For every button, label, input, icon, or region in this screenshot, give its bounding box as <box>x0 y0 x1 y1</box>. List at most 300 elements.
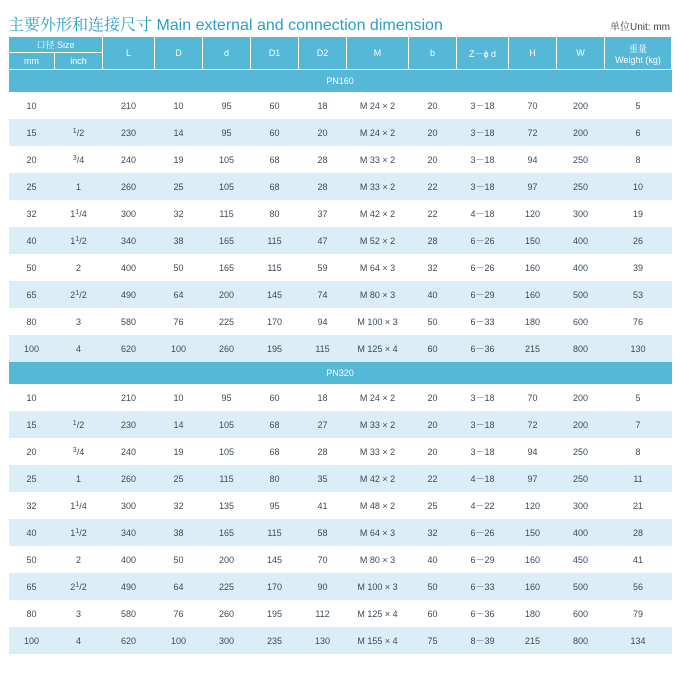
col-header-H: H <box>509 37 557 70</box>
cell-w: 250 <box>557 465 605 492</box>
weight-header-en: Weight (kg) <box>615 54 661 65</box>
cell-mm: 40 <box>9 519 55 546</box>
cell-d1: 68 <box>251 173 299 200</box>
cell-weight: 53 <box>605 281 672 308</box>
cell-b: 60 <box>409 335 457 362</box>
cell-d2: 27 <box>299 411 347 438</box>
cell-h: 94 <box>509 146 557 173</box>
col-header-d: d <box>203 37 251 70</box>
cell-d2: 35 <box>299 465 347 492</box>
cell-z: 6－36 <box>457 600 509 627</box>
inch-value <box>70 236 86 246</box>
cell-d1: 170 <box>251 308 299 335</box>
cell-m: M 33 × 2 <box>347 173 409 200</box>
table-row <box>9 92 672 119</box>
cell-h: 70 <box>509 92 557 119</box>
cell-z: 6－29 <box>457 281 509 308</box>
cell-inch <box>55 254 103 281</box>
cell-inch <box>55 92 103 119</box>
cell-z: 3－18 <box>457 92 509 119</box>
cell-l: 620 <box>103 627 155 654</box>
cell-b: 32 <box>409 254 457 281</box>
inch-value <box>76 344 81 354</box>
cell-d: 64 <box>155 281 203 308</box>
table-row <box>9 546 672 573</box>
cell-h: 150 <box>509 227 557 254</box>
inch-value <box>73 155 84 165</box>
cell-w: 250 <box>557 146 605 173</box>
cell-mm: 65 <box>9 281 55 308</box>
cell-inch <box>55 627 103 654</box>
cell-l: 230 <box>103 119 155 146</box>
inch-value <box>76 636 81 646</box>
table-row <box>9 119 672 146</box>
cell-weight: 39 <box>605 254 672 281</box>
cell-d2: 59 <box>299 254 347 281</box>
cell-d: 10 <box>155 384 203 411</box>
cell-d1: 145 <box>251 281 299 308</box>
cell-m: M 125 × 4 <box>347 335 409 362</box>
cell-l: 210 <box>103 384 155 411</box>
cell-d: 50 <box>155 546 203 573</box>
inch-whole: 2 <box>76 262 82 273</box>
table-row <box>9 173 672 200</box>
cell-d: 25 <box>155 173 203 200</box>
cell-h: 97 <box>509 465 557 492</box>
table-row <box>9 308 672 335</box>
cell-w: 800 <box>557 335 605 362</box>
cell-d: 115 <box>203 465 251 492</box>
cell-b: 20 <box>409 146 457 173</box>
inch-whole: 3 <box>76 608 82 619</box>
cell-w: 400 <box>557 227 605 254</box>
cell-w: 600 <box>557 600 605 627</box>
cell-inch <box>55 281 103 308</box>
cell-mm: 25 <box>9 173 55 200</box>
cell-l: 400 <box>103 546 155 573</box>
cell-d1: 115 <box>251 254 299 281</box>
section-header-row <box>9 362 672 384</box>
cell-mm: 20 <box>9 438 55 465</box>
cell-d2: 115 <box>299 335 347 362</box>
cell-m: M 80 × 3 <box>347 281 409 308</box>
section-label: PN160 <box>9 70 672 93</box>
cell-weight: 7 <box>605 411 672 438</box>
col-header-D1: D1 <box>251 37 299 70</box>
cell-m: M 48 × 2 <box>347 492 409 519</box>
cell-mm: 80 <box>9 308 55 335</box>
inch-whole: 1 <box>76 473 82 484</box>
cell-inch <box>55 227 103 254</box>
inch-denominator: /2 <box>79 581 87 592</box>
inch-numerator: 1 <box>75 527 80 535</box>
cell-w: 500 <box>557 573 605 600</box>
cell-z: 6－33 <box>457 308 509 335</box>
cell-z: 4－18 <box>457 200 509 227</box>
cell-mm: 40 <box>9 227 55 254</box>
size-header: 口径 Size <box>9 37 103 53</box>
page-title: 主要外形和连接尺寸 Main external and connection dimension <box>8 17 443 34</box>
cell-d1: 195 <box>251 335 299 362</box>
cell-d: 14 <box>155 119 203 146</box>
cell-b: 60 <box>409 600 457 627</box>
cell-d: 300 <box>203 627 251 654</box>
cell-h: 72 <box>509 411 557 438</box>
cell-weight: 11 <box>605 465 672 492</box>
cell-d: 32 <box>155 200 203 227</box>
cell-h: 150 <box>509 519 557 546</box>
cell-mm: 10 <box>9 384 55 411</box>
cell-d: 165 <box>203 254 251 281</box>
inch-denominator: /4 <box>76 154 85 165</box>
inch-numerator: 3 <box>72 154 77 162</box>
cell-h: 160 <box>509 254 557 281</box>
cell-d: 95 <box>203 384 251 411</box>
cell-h: 94 <box>509 438 557 465</box>
cell-d1: 60 <box>251 119 299 146</box>
inch-numerator: 1 <box>72 127 77 135</box>
inch-whole: 1 <box>70 500 76 511</box>
cell-mm: 50 <box>9 254 55 281</box>
cell-inch <box>55 546 103 573</box>
inch-value <box>73 447 84 457</box>
cell-h: 120 <box>509 492 557 519</box>
table-row <box>9 573 672 600</box>
cell-d1: 60 <box>251 92 299 119</box>
col-header-b: b <box>409 37 457 70</box>
cell-b: 22 <box>409 173 457 200</box>
inch-denominator: /4 <box>79 500 87 511</box>
cell-w: 200 <box>557 92 605 119</box>
cell-w: 600 <box>557 308 605 335</box>
cell-d2: 74 <box>299 281 347 308</box>
cell-d: 19 <box>155 146 203 173</box>
cell-d2: 41 <box>299 492 347 519</box>
table-row <box>9 254 672 281</box>
cell-d2: 58 <box>299 519 347 546</box>
cell-inch <box>55 465 103 492</box>
cell-d: 135 <box>203 492 251 519</box>
cell-m: M 80 × 3 <box>347 546 409 573</box>
cell-mm: 50 <box>9 546 55 573</box>
table-row <box>9 281 672 308</box>
cell-weight: 28 <box>605 519 672 546</box>
inch-denominator: /2 <box>76 127 85 138</box>
inch-denominator: /2 <box>76 419 85 430</box>
cell-d2: 37 <box>299 200 347 227</box>
cell-z: 6－29 <box>457 546 509 573</box>
cell-weight: 56 <box>605 573 672 600</box>
cell-inch <box>55 519 103 546</box>
cell-d2: 94 <box>299 308 347 335</box>
cell-m: M 42 × 2 <box>347 200 409 227</box>
cell-w: 200 <box>557 384 605 411</box>
inch-numerator: 1 <box>75 581 80 589</box>
cell-d: 14 <box>155 411 203 438</box>
cell-z: 6－26 <box>457 254 509 281</box>
inch-value <box>70 290 86 300</box>
cell-m: M 24 × 2 <box>347 92 409 119</box>
cell-d: 100 <box>155 335 203 362</box>
section-label: PN320 <box>9 362 672 384</box>
cell-z: 6－26 <box>457 227 509 254</box>
cell-d1: 115 <box>251 227 299 254</box>
table-row <box>9 146 672 173</box>
cell-d1: 60 <box>251 384 299 411</box>
table-row <box>9 411 672 438</box>
cell-m: M 42 × 2 <box>347 465 409 492</box>
inch-whole: 2 <box>76 554 82 565</box>
col-header-weight <box>605 37 672 70</box>
cell-d: 38 <box>155 519 203 546</box>
cell-m: M 24 × 2 <box>347 384 409 411</box>
cell-w: 800 <box>557 627 605 654</box>
table-row <box>9 492 672 519</box>
cell-weight: 26 <box>605 227 672 254</box>
cell-z: 6－36 <box>457 335 509 362</box>
cell-inch <box>55 146 103 173</box>
cell-mm: 25 <box>9 465 55 492</box>
cell-l: 230 <box>103 411 155 438</box>
cell-m: M 100 × 3 <box>347 308 409 335</box>
cell-d: 76 <box>155 308 203 335</box>
inch-whole: 4 <box>76 343 82 354</box>
table-row <box>9 600 672 627</box>
inch-numerator: 1 <box>75 235 80 243</box>
cell-inch <box>55 173 103 200</box>
cell-mm: 80 <box>9 600 55 627</box>
cell-d2: 130 <box>299 627 347 654</box>
cell-d: 105 <box>203 173 251 200</box>
cell-m: M 33 × 2 <box>347 438 409 465</box>
inch-whole: 1 <box>76 181 82 192</box>
cell-l: 340 <box>103 227 155 254</box>
col-header-D: D <box>155 37 203 70</box>
inch-value <box>70 501 86 511</box>
inch-denominator: /2 <box>79 527 87 538</box>
cell-m: M 33 × 2 <box>347 146 409 173</box>
cell-z: 3－18 <box>457 411 509 438</box>
section-header-row <box>9 70 672 93</box>
cell-w: 250 <box>557 173 605 200</box>
cell-z: 6－26 <box>457 519 509 546</box>
cell-w: 500 <box>557 281 605 308</box>
cell-weight: 130 <box>605 335 672 362</box>
cell-w: 400 <box>557 254 605 281</box>
cell-m: M 155 × 4 <box>347 627 409 654</box>
cell-inch <box>55 335 103 362</box>
cell-z: 4－18 <box>457 465 509 492</box>
inch-value <box>70 582 86 592</box>
cell-d: 165 <box>203 519 251 546</box>
cell-d: 165 <box>203 227 251 254</box>
cell-b: 40 <box>409 281 457 308</box>
inch-whole: 1 <box>70 235 76 246</box>
cell-h: 215 <box>509 627 557 654</box>
cell-d: 38 <box>155 227 203 254</box>
cell-d2: 20 <box>299 119 347 146</box>
cell-m: M 52 × 2 <box>347 227 409 254</box>
cell-mm: 100 <box>9 627 55 654</box>
cell-weight: 41 <box>605 546 672 573</box>
cell-weight: 134 <box>605 627 672 654</box>
col-header-mm: mm <box>9 53 55 70</box>
dimension-table <box>8 36 672 654</box>
table-row <box>9 465 672 492</box>
cell-w: 400 <box>557 519 605 546</box>
cell-mm: 32 <box>9 492 55 519</box>
cell-z: 3－18 <box>457 119 509 146</box>
table-row <box>9 200 672 227</box>
cell-d2: 70 <box>299 546 347 573</box>
cell-weight: 21 <box>605 492 672 519</box>
cell-d: 95 <box>203 92 251 119</box>
cell-weight: 76 <box>605 308 672 335</box>
cell-h: 97 <box>509 173 557 200</box>
cell-d: 105 <box>203 146 251 173</box>
cell-d1: 115 <box>251 519 299 546</box>
cell-d1: 235 <box>251 627 299 654</box>
inch-numerator: 1 <box>75 208 80 216</box>
col-header-W: W <box>557 37 605 70</box>
cell-h: 72 <box>509 119 557 146</box>
cell-b: 20 <box>409 384 457 411</box>
cell-d2: 90 <box>299 573 347 600</box>
cell-z: 3－18 <box>457 146 509 173</box>
cell-inch <box>55 600 103 627</box>
cell-weight: 19 <box>605 200 672 227</box>
cell-d: 115 <box>203 200 251 227</box>
inch-value <box>76 609 81 619</box>
cell-l: 260 <box>103 465 155 492</box>
cell-h: 160 <box>509 573 557 600</box>
table-row <box>9 519 672 546</box>
cell-d: 105 <box>203 411 251 438</box>
cell-h: 160 <box>509 281 557 308</box>
inch-value <box>76 555 81 565</box>
col-header-L: L <box>103 37 155 70</box>
cell-d2: 28 <box>299 438 347 465</box>
cell-d: 200 <box>203 281 251 308</box>
cell-mm: 10 <box>9 92 55 119</box>
cell-h: 70 <box>509 384 557 411</box>
cell-mm: 15 <box>9 411 55 438</box>
cell-d: 225 <box>203 308 251 335</box>
cell-b: 22 <box>409 200 457 227</box>
table-row <box>9 335 672 362</box>
inch-whole: 1 <box>70 208 76 219</box>
table-row <box>9 227 672 254</box>
cell-w: 250 <box>557 438 605 465</box>
col-header-z-phi-d: Z－ϕ d <box>457 37 509 70</box>
cell-inch <box>55 308 103 335</box>
cell-m: M 33 × 2 <box>347 411 409 438</box>
cell-w: 300 <box>557 492 605 519</box>
cell-weight: 5 <box>605 92 672 119</box>
cell-d2: 112 <box>299 600 347 627</box>
cell-l: 260 <box>103 173 155 200</box>
cell-b: 20 <box>409 438 457 465</box>
cell-d1: 80 <box>251 200 299 227</box>
cell-d: 10 <box>155 92 203 119</box>
cell-b: 20 <box>409 411 457 438</box>
cell-l: 240 <box>103 438 155 465</box>
cell-z: 8－39 <box>457 627 509 654</box>
cell-d1: 95 <box>251 492 299 519</box>
cell-w: 450 <box>557 546 605 573</box>
cell-z: 3－18 <box>457 438 509 465</box>
cell-d1: 68 <box>251 411 299 438</box>
cell-b: 20 <box>409 119 457 146</box>
cell-d1: 68 <box>251 146 299 173</box>
cell-inch <box>55 119 103 146</box>
cell-d: 19 <box>155 438 203 465</box>
cell-inch <box>55 438 103 465</box>
inch-whole: 1 <box>70 527 76 538</box>
inch-value <box>76 263 81 273</box>
cell-d1: 145 <box>251 546 299 573</box>
cell-z: 3－18 <box>457 384 509 411</box>
inch-denominator: /4 <box>76 446 85 457</box>
inch-value <box>76 182 81 192</box>
cell-weight: 6 <box>605 119 672 146</box>
cell-l: 620 <box>103 335 155 362</box>
cell-d1: 170 <box>251 573 299 600</box>
weight-header-cn: 重量 <box>629 43 648 54</box>
cell-l: 580 <box>103 600 155 627</box>
col-header-M: M <box>347 37 409 70</box>
inch-numerator: 1 <box>75 500 80 508</box>
cell-w: 200 <box>557 411 605 438</box>
cell-l: 580 <box>103 308 155 335</box>
cell-d2: 18 <box>299 384 347 411</box>
cell-l: 300 <box>103 200 155 227</box>
cell-b: 22 <box>409 465 457 492</box>
inch-whole: 3 <box>76 316 82 327</box>
cell-d: 260 <box>203 335 251 362</box>
inch-denominator: /4 <box>79 208 87 219</box>
cell-b: 25 <box>409 492 457 519</box>
cell-h: 215 <box>509 335 557 362</box>
inch-numerator: 1 <box>75 289 80 297</box>
cell-weight: 8 <box>605 146 672 173</box>
cell-d2: 28 <box>299 146 347 173</box>
table-row <box>9 438 672 465</box>
cell-d: 225 <box>203 573 251 600</box>
cell-d1: 68 <box>251 438 299 465</box>
cell-l: 490 <box>103 281 155 308</box>
cell-l: 490 <box>103 573 155 600</box>
cell-z: 6－33 <box>457 573 509 600</box>
col-header-inch: inch <box>55 53 103 70</box>
table-row <box>9 627 672 654</box>
inch-value <box>70 528 86 538</box>
cell-d: 25 <box>155 465 203 492</box>
cell-mm: 15 <box>9 119 55 146</box>
cell-d: 200 <box>203 546 251 573</box>
cell-l: 300 <box>103 492 155 519</box>
cell-weight: 5 <box>605 384 672 411</box>
inch-value <box>76 474 81 484</box>
cell-m: M 125 × 4 <box>347 600 409 627</box>
cell-inch <box>55 200 103 227</box>
cell-b: 32 <box>409 519 457 546</box>
cell-h: 180 <box>509 308 557 335</box>
cell-d2: 47 <box>299 227 347 254</box>
cell-b: 40 <box>409 546 457 573</box>
cell-h: 120 <box>509 200 557 227</box>
inch-value <box>73 128 84 138</box>
